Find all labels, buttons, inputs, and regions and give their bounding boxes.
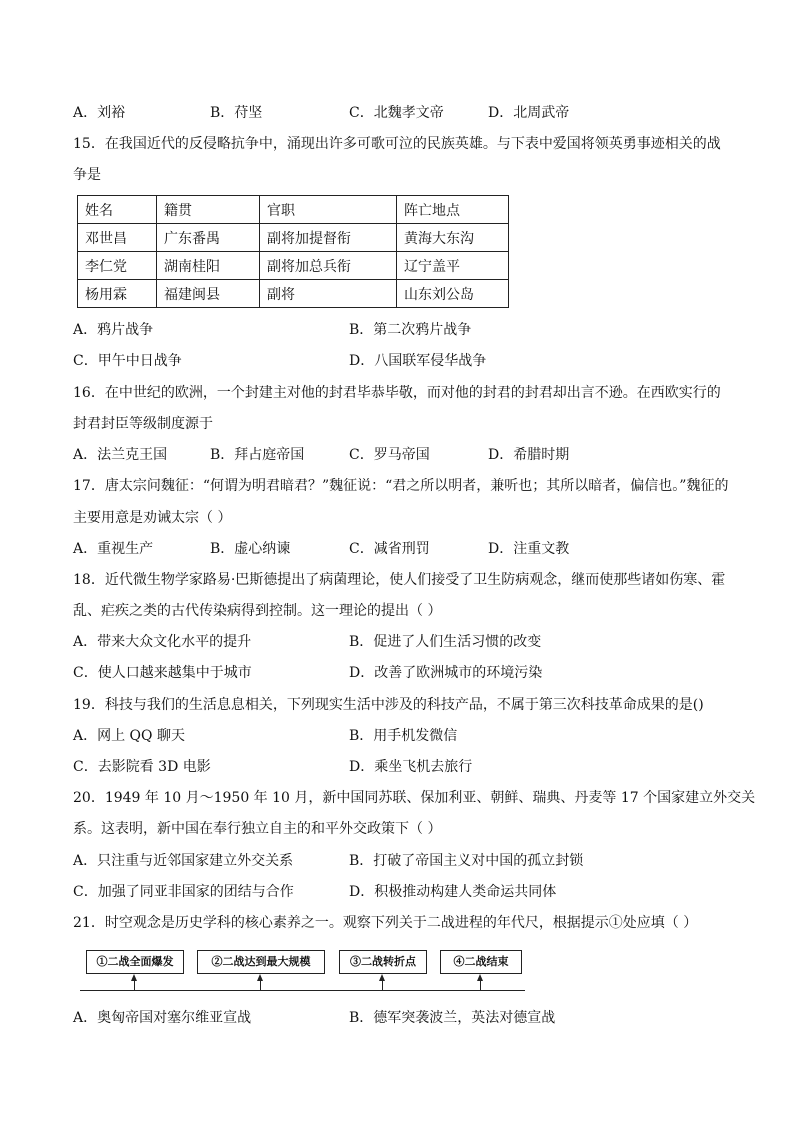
table-cell: 湖南桂阳 (157, 252, 260, 280)
table-row (78, 252, 509, 280)
q14-option-d: D．北周武帝 (488, 105, 570, 121)
table-cell: 福建闽县 (157, 280, 260, 308)
timeline-marker (134, 980, 135, 990)
table-cell: 辽宁盖平 (397, 252, 509, 280)
q21-stem-line1: 21．时空观念是历史学科的核心素养之一。观察下列关于二战进程的年代尺，根据提示①处应填（ ） (73, 915, 698, 931)
q17-option-b: B．虚心纳谏 (210, 541, 291, 557)
q14-option-c: C．北魏孝文帝 (349, 105, 444, 121)
table-cell: 杨用霖 (78, 280, 157, 308)
q17-stem-line1: 17．唐太宗问魏征：“何谓为明君暗君？”魏征说：“君之所以明者，兼听也；其所以暗者，偏信也。”魏征的 (73, 478, 729, 494)
timeline-box-3: ③二战转折点 (339, 950, 427, 974)
table-header-cell: 籍贯 (157, 196, 260, 224)
q18-option-a: A．带来大众文化水平的提升 (73, 634, 252, 650)
q19-option-d: D．乘坐飞机去旅行 (349, 759, 473, 775)
table-cell: 副将 (260, 280, 397, 308)
q18-option-d: D．改善了欧洲城市的环境污染 (349, 665, 543, 681)
table-header-row (78, 196, 509, 224)
table-cell: 副将加总兵衔 (260, 252, 397, 280)
timeline-box-1: ①二战全面爆发 (86, 950, 184, 974)
generals-table (77, 195, 509, 308)
table-header-cell: 官职 (260, 196, 397, 224)
q21-option-b: B．德军突袭波兰，英法对德宣战 (349, 1010, 556, 1026)
q18-option-c: C．使人口越来越集中于城市 (73, 665, 252, 681)
q16-option-a: A．法兰克王国 (73, 447, 168, 463)
q20-option-a: A．只注重与近邻国家建立外交关系 (73, 853, 294, 869)
q15-option-a: A．鸦片战争 (73, 322, 154, 338)
q16-option-b: B．拜占庭帝国 (210, 447, 305, 463)
q19-stem-line1: 19．科技与我们的生活息息相关，下列现实生活中涉及的科技产品，不属于第三次科技革命成果的是() (73, 697, 704, 713)
q14-option-a: A．刘裕 (73, 105, 126, 121)
q15-option-c: C．甲午中日战争 (73, 353, 182, 369)
table-header-cell: 阵亡地点 (397, 196, 509, 224)
q14-option-b: B．苻坚 (210, 105, 263, 121)
q20-stem-line1: 20．1949 年 10 月～1950 年 10 月，新中国同苏联、保加利亚、朝鲜、瑞典、丹麦等 17 个国家建立外交关 (73, 790, 756, 806)
q17-option-a: A．重视生产 (73, 541, 154, 557)
ww2-timeline (80, 946, 525, 996)
q19-option-c: C．去影院看 3D 电影 (73, 759, 211, 775)
q15-stem-line1: 15．在我国近代的反侵略抗争中，涌现出许多可歌可泣的民族英雄。与下表中爱国将领英勇事迹相关的战 (73, 136, 721, 152)
q20-option-d: D．积极推动构建人类命运共同体 (349, 884, 557, 900)
table-row (78, 280, 509, 308)
table-cell: 山东刘公岛 (397, 280, 509, 308)
table-cell: 广东番禺 (157, 224, 260, 252)
timeline-marker (260, 980, 261, 990)
timeline-box-2: ②二战达到最大规模 (197, 950, 325, 974)
q20-option-c: C．加强了同亚非国家的团结与合作 (73, 884, 294, 900)
q18-stem-line1: 18．近代微生物学家路易·巴斯德提出了病菌理论，使人们接受了卫生防病观念，继而使那些诸如伤寒、霍 (73, 572, 726, 588)
table-cell: 黄海大东沟 (397, 224, 509, 252)
q20-option-b: B．打破了帝国主义对中国的孤立封锁 (349, 853, 584, 869)
table-cell: 李仁党 (78, 252, 157, 280)
table-header-cell: 姓名 (78, 196, 157, 224)
q18-option-b: B．促进了人们生活习惯的改变 (349, 634, 542, 650)
timeline-box-4: ④二战结束 (440, 950, 522, 974)
q15-stem-line2: 争是 (73, 167, 101, 183)
q20-stem-line2: 系。这表明，新中国在奉行独立自主的和平外交政策下（ ） (73, 821, 442, 837)
q17-stem-line2: 主要用意是劝诫太宗（ ） (73, 510, 232, 526)
q19-option-a: A．网上 QQ 聊天 (73, 728, 185, 744)
q19-option-b: B．用手机发微信 (349, 728, 458, 744)
q16-option-d: D．希腊时期 (488, 447, 570, 463)
table-cell: 副将加提督衔 (260, 224, 397, 252)
table-row (78, 224, 509, 252)
q18-stem-line2: 乱、疟疾之类的古代传染病得到控制。这一理论的提出（ ） (73, 603, 442, 619)
timeline-axis (80, 990, 525, 991)
q16-option-c: C．罗马帝国 (349, 447, 430, 463)
q15-option-b: B．第二次鸦片战争 (349, 322, 472, 338)
q16-stem-line1: 16．在中世纪的欧洲，一个封建主对他的封君毕恭毕敬，而对他的封君的封君却出言不逊。在西欧实行的 (73, 385, 721, 401)
q21-option-a: A．奥匈帝国对塞尔维亚宣战 (73, 1010, 252, 1026)
q17-option-c: C．减省刑罚 (349, 541, 430, 557)
q17-option-d: D．注重文教 (488, 541, 570, 557)
q16-stem-line2: 封君封臣等级制度源于 (73, 416, 213, 432)
table-cell: 邓世昌 (78, 224, 157, 252)
q15-option-d: D．八国联军侵华战争 (349, 353, 487, 369)
timeline-marker (382, 980, 383, 990)
timeline-marker (480, 980, 481, 990)
